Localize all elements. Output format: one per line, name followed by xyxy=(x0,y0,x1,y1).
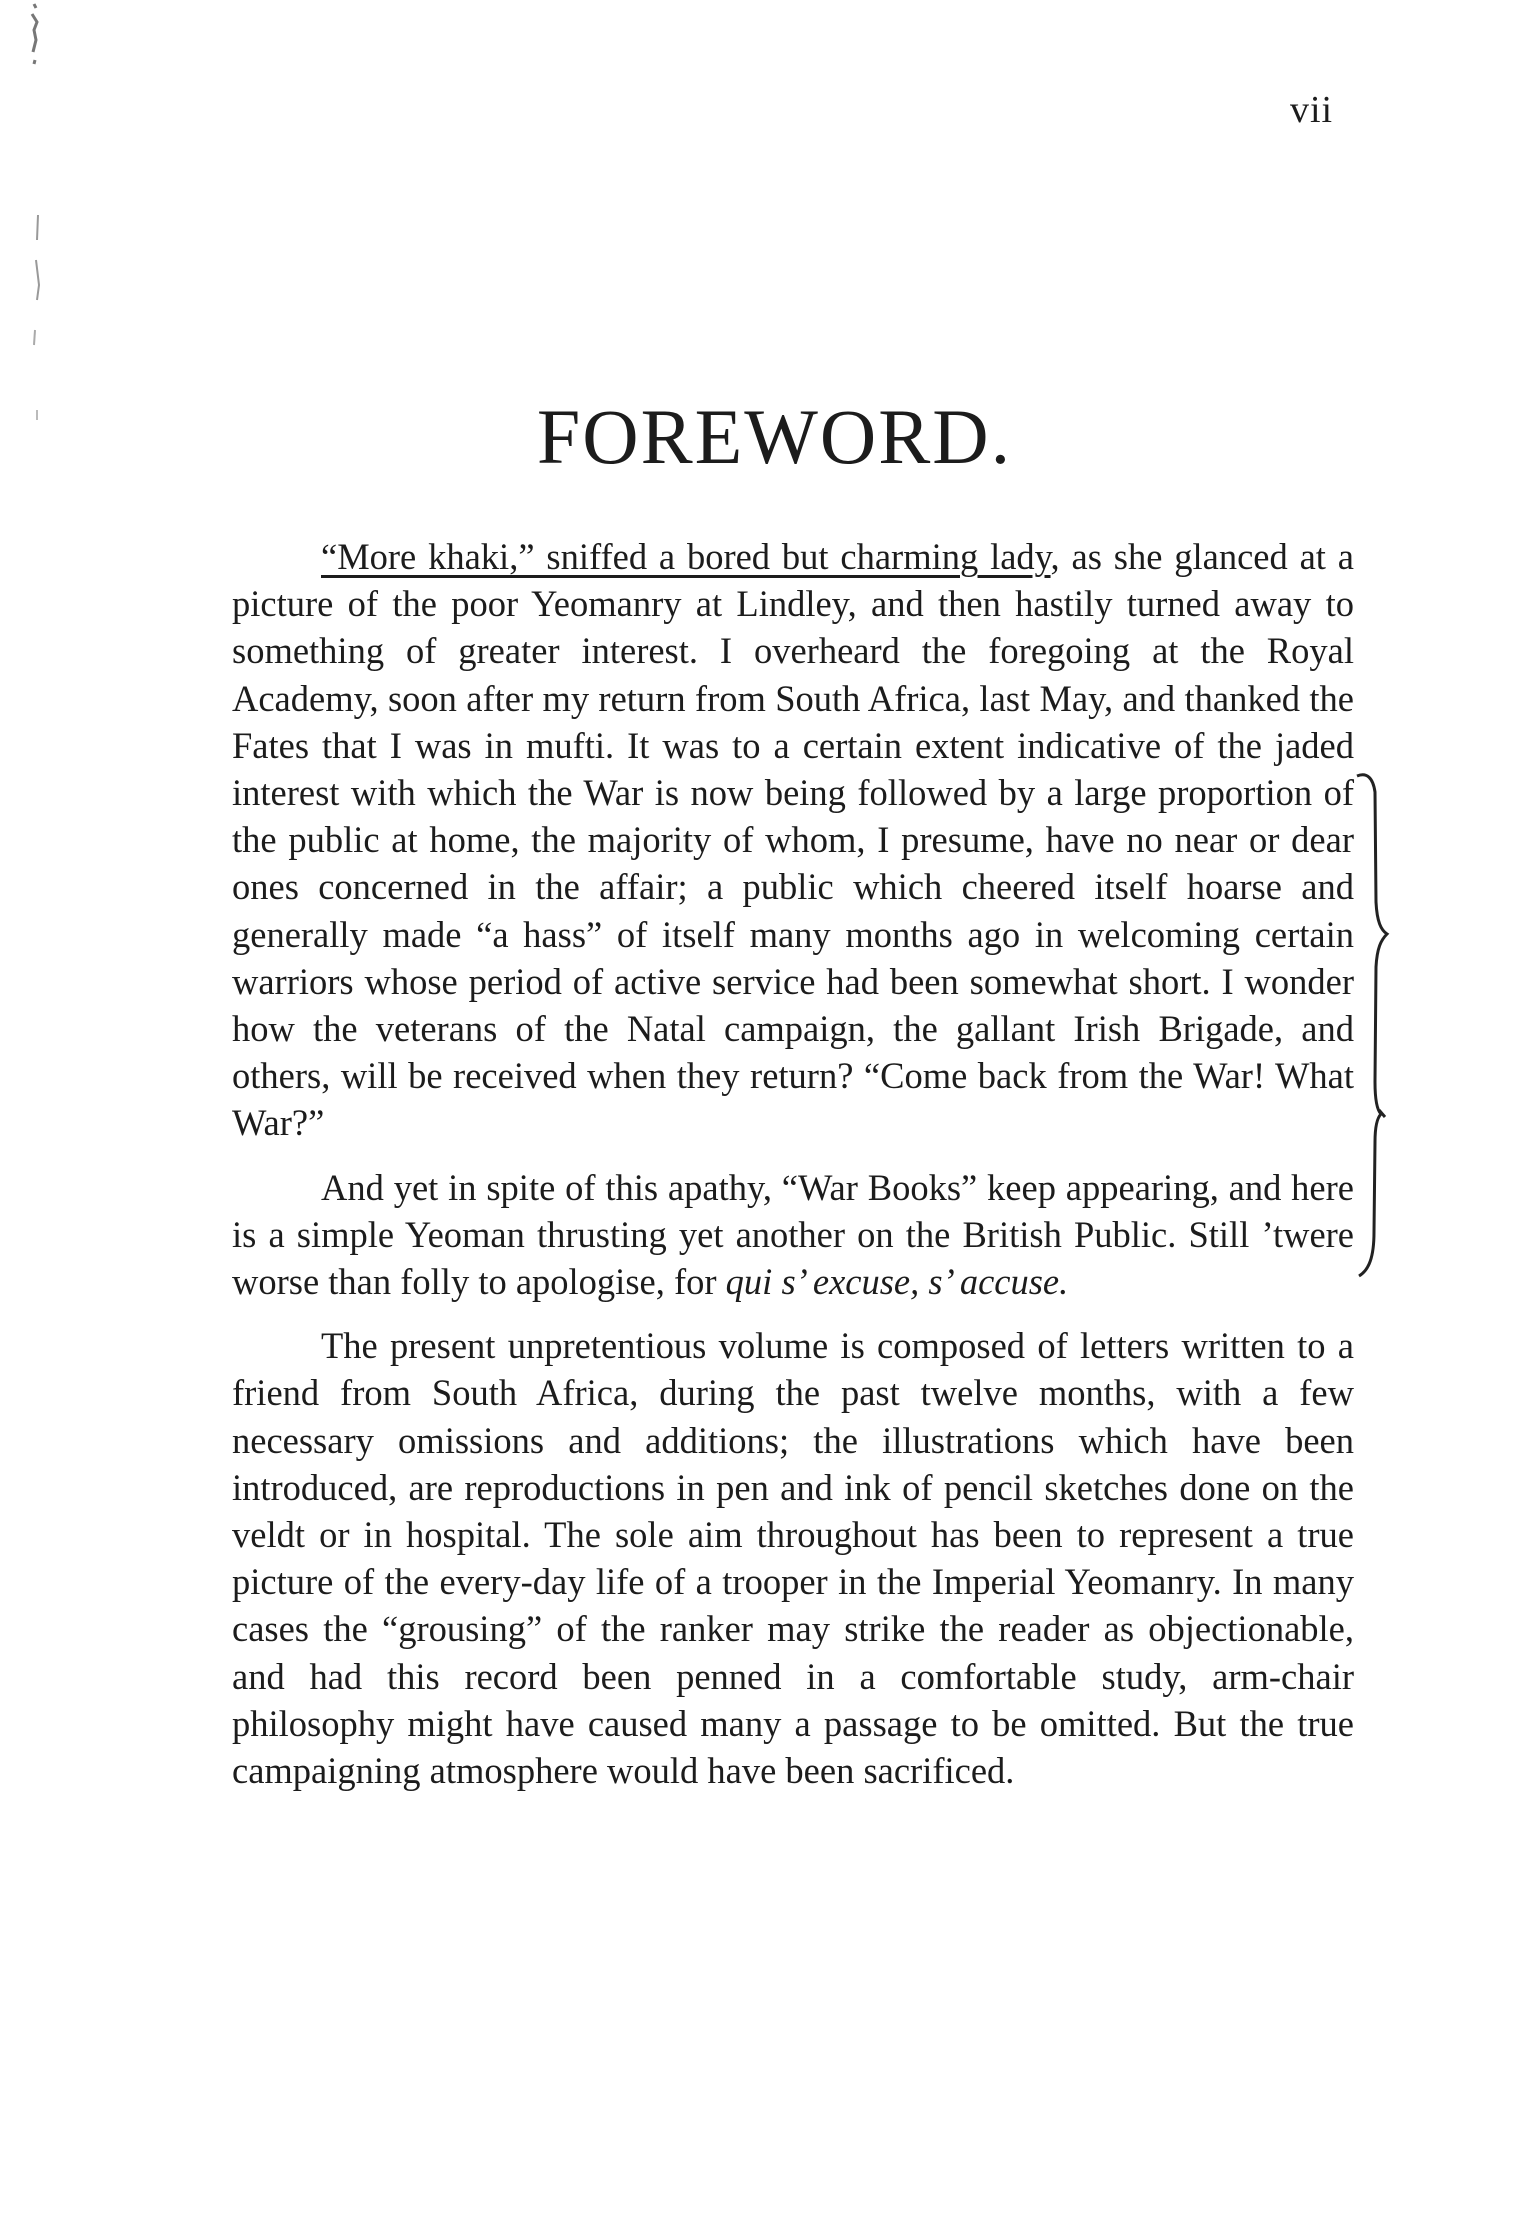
page-number: vii xyxy=(1290,89,1334,131)
page-title: FOREWORD. xyxy=(536,393,1013,480)
italic-phrase: qui s’ excuse, s’ accuse. xyxy=(725,1261,1069,1303)
paragraph-1 xyxy=(232,533,1354,1147)
paragraph-3-text: The present unpretentious volume is composed of letters written to a friend from South Africa, during the past twelve months, with a few necessary omissions and additions; the illustrations which have been introduced, are reproductions in pen and ink of pencil sketches done on the veldt or in hospital. The sole aim throughout has been to represent a true picture of the every-day life of a trooper in the Imperial Yeomanry. In many cases the “grousing” of the ranker may strike the reader as objectionable, and had this record been penned in a comfortable study, arm-chair philosophy might have caused many a passage to be omitted. But the true campaigning atmosphere would have been sacrificed. xyxy=(232,1325,1354,1792)
paragraph-3 xyxy=(232,1322,1354,1794)
margin-bracket-mark xyxy=(1355,762,1395,1280)
paragraph-2 xyxy=(232,1164,1354,1306)
foreword-body xyxy=(232,533,1354,1811)
paragraph-2-text: And yet in spite of this apathy, “War Books” keep appearing, and here is a simple Yeoman thrusting yet another on the British Public. Still ’twere worse than folly to apologise, for xyxy=(232,1166,1354,1303)
margin-specks xyxy=(20,0,60,450)
underlined-quote: “More khaki,” sniffed a bored but charming lady xyxy=(321,536,1051,577)
paragraph-1-text: , as she glanced at a picture of the poor Yeomanry at Lindley, and then hastily turned away to something of greater interest. I overheard the foregoing at the Royal Academy, soon after my return from South Africa, last May, and thanked the Fates that I was in mufti. It was to a certain extent indicative of the jaded interest with which the War is now being followed by a large proportion of the public at home, the majority of whom, I presume, have no near or dear ones concerned in the affair; a public which cheered itself hoarse and generally made “a hass” of itself many months ago in welcoming certain warriors whose period of active service had been somewhat short. I wonder how the veterans of the Natal campaign, the gallant Irish Brigade, and others, will be received when they return? “Come back from the War! What War?” xyxy=(232,536,1354,1144)
